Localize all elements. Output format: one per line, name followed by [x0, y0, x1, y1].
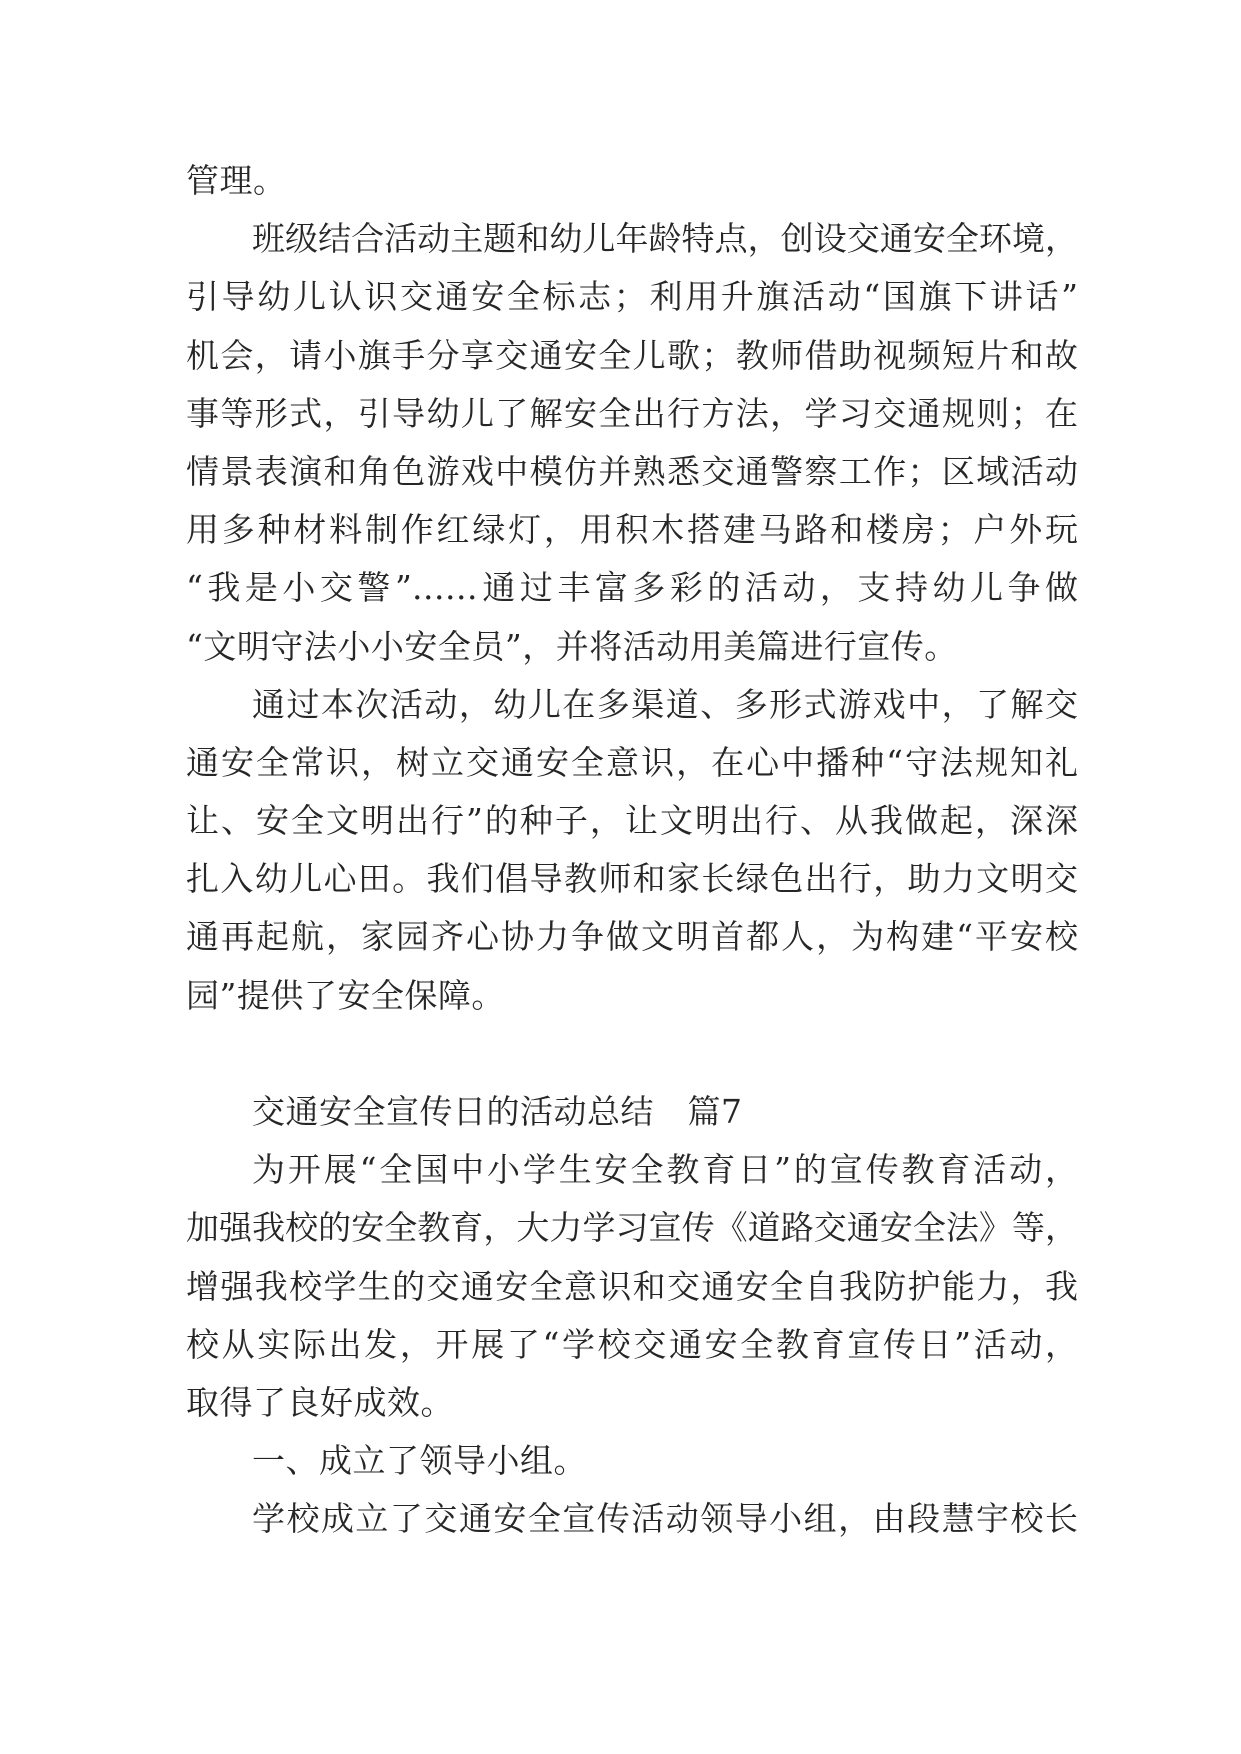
text-line: 情景表演和角色游戏中模仿并熟悉交通警察工作；区域活动: [186, 451, 1078, 491]
section-title-line: 交通安全宣传日的活动总结 篇7: [252, 1092, 743, 1131]
text-line: “文明守法小小安全员”，并将活动用美篇进行宣传。: [186, 626, 958, 666]
text-line: 取得了良好成效。: [186, 1382, 454, 1422]
heading-line: 一、成立了领导小组。: [252, 1441, 587, 1481]
text-line: 为开展“全国中小学生安全教育日”的宣传教育活动，: [252, 1150, 1078, 1190]
text-line: 园”提供了安全保障。: [186, 975, 505, 1015]
text-line: 管理。: [186, 161, 287, 200]
text-line: 学校成立了交通安全宣传活动领导小组，由段慧宇校长: [252, 1499, 1078, 1539]
text-line: 让、安全文明出行”的种子，让文明出行、从我做起，深深: [186, 801, 1078, 841]
text-line: “我是小交警”……通过丰富多彩的活动，支持幼儿争做: [186, 568, 1078, 608]
text-line: 班级结合活动主题和幼儿年龄特点，创设交通安全环境，: [252, 219, 1078, 259]
text-line: 用多种材料制作红绿灯，用积木搭建马路和楼房；户外玩: [186, 510, 1078, 550]
blank-line: [186, 1025, 1078, 1083]
text-line: 机会，请小旗手分享交通安全儿歌；教师借助视频短片和故: [186, 335, 1078, 375]
text-line: 通安全常识，树立交通安全意识，在心中播种“守法规知礼: [186, 742, 1078, 782]
text-line: 增强我校学生的交通安全意识和交通安全自我防护能力，我: [186, 1266, 1078, 1306]
text-line: 校从实际出发，开展了“学校交通安全教育宣传日”活动，: [186, 1324, 1078, 1364]
text-line: 通再起航，家园齐心协力争做文明首都人，为构建“平安校: [186, 917, 1078, 957]
document-text-block: [186, 152, 1078, 1549]
text-line: 事等形式，引导幼儿了解安全出行方法，学习交通规则；在: [186, 393, 1078, 433]
text-line: 通过本次活动，幼儿在多渠道、多形式游戏中，了解交: [252, 684, 1078, 724]
text-line: 扎入幼儿心田。我们倡导教师和家长绿色出行，助力文明交: [186, 859, 1078, 899]
text-line: 引导幼儿认识交通安全标志；利用升旗活动“国旗下讲话”: [186, 277, 1078, 317]
text-line: 加强我校的安全教育，大力学习宣传《道路交通安全法》等，: [186, 1208, 1078, 1248]
